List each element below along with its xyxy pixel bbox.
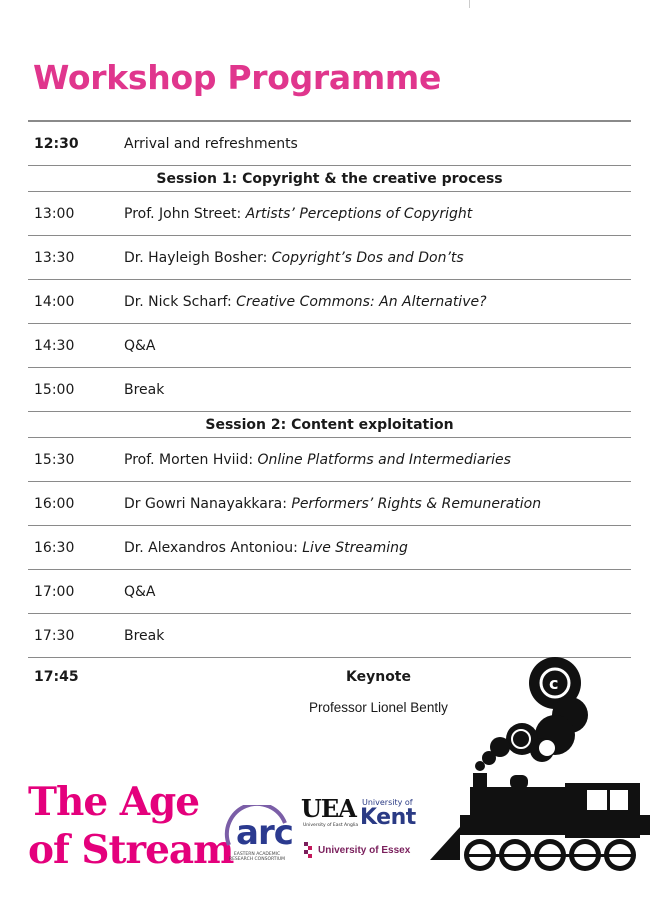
row-talk-title: Copyright’s Dos and Don’ts	[271, 249, 464, 266]
uea-subtitle: University of East Anglia	[303, 823, 359, 828]
table-row	[28, 570, 631, 614]
row-talk-title: Online Platforms and Intermediaries	[257, 451, 511, 468]
row-time: 17:00	[34, 583, 75, 600]
row-time: 15:30	[34, 451, 75, 468]
keynote-label: Keynote	[346, 669, 411, 685]
row-speaker: Break	[124, 381, 165, 398]
keynote-time: 17:45	[34, 669, 79, 685]
table-row	[28, 614, 631, 658]
row-speaker: Q&A	[124, 583, 156, 600]
row-speaker: Prof. John Street:	[124, 205, 246, 222]
row-speaker: Break	[124, 627, 165, 644]
brand-line-2: of Stream	[28, 827, 234, 873]
steam-train-icon	[425, 655, 660, 880]
row-time: 13:00	[34, 205, 75, 222]
row-speaker: Dr. Alexandros Antoniou:	[124, 539, 303, 556]
table-row	[28, 280, 631, 324]
session-2-heading: Session 2: Content exploitation	[28, 412, 631, 438]
arc-logo-text: arc	[236, 813, 293, 853]
row-time: 13:30	[34, 249, 75, 266]
table-row	[28, 482, 631, 526]
schedule-table	[28, 120, 631, 658]
essex-logo-icon	[304, 842, 317, 860]
table-row	[28, 236, 631, 280]
table-row	[28, 192, 631, 236]
row-talk-title: Live Streaming	[302, 539, 408, 556]
row-speaker: Q&A	[124, 337, 156, 354]
row-speaker: Dr. Hayleigh Bosher:	[124, 249, 272, 266]
row-speaker: Dr. Nick Scharf:	[124, 293, 237, 310]
row-time: 14:30	[34, 337, 75, 354]
kent-logo-small: University of	[362, 798, 413, 807]
kent-logo: Kent	[360, 805, 416, 830]
age-of-stream-logo	[28, 778, 233, 874]
session-1-heading: Session 1: Copyright & the creative process	[28, 166, 631, 192]
row-talk-title: Artists’ Perceptions of Copyright	[245, 205, 473, 222]
essex-logo-text: University of Essex	[318, 845, 411, 856]
row-time: 12:30	[34, 135, 79, 152]
row-time: 14:00	[34, 293, 75, 310]
row-talk-title: Creative Commons: An Alternative?	[236, 293, 487, 310]
uea-logo: UEA	[301, 794, 356, 823]
top-divider	[469, 0, 470, 8]
row-speaker: Prof. Morten Hviid:	[124, 451, 258, 468]
table-row	[28, 324, 631, 368]
svg-text:c: c	[549, 674, 559, 693]
row-talk-title: Performers’ Rights & Remuneration	[291, 495, 542, 512]
row-time: 15:00	[34, 381, 75, 398]
page-title: Workshop Programme	[33, 58, 442, 97]
arc-logo-subtitle: EASTERN ACADEMIC RESEARCH CONSORTIUM	[228, 852, 286, 862]
row-time: 16:30	[34, 539, 75, 556]
row-time: 17:30	[34, 627, 75, 644]
brand-line-1: The Age	[28, 779, 200, 825]
row-description: Arrival and refreshments	[124, 135, 298, 152]
row-time: 16:00	[34, 495, 75, 512]
table-row	[28, 438, 631, 482]
table-row	[28, 368, 631, 412]
table-row	[28, 526, 631, 570]
keynote-speaker: Professor Lionel Bently	[309, 700, 448, 715]
row-speaker: Dr Gowri Nanayakkara:	[124, 495, 292, 512]
table-row	[28, 120, 631, 166]
